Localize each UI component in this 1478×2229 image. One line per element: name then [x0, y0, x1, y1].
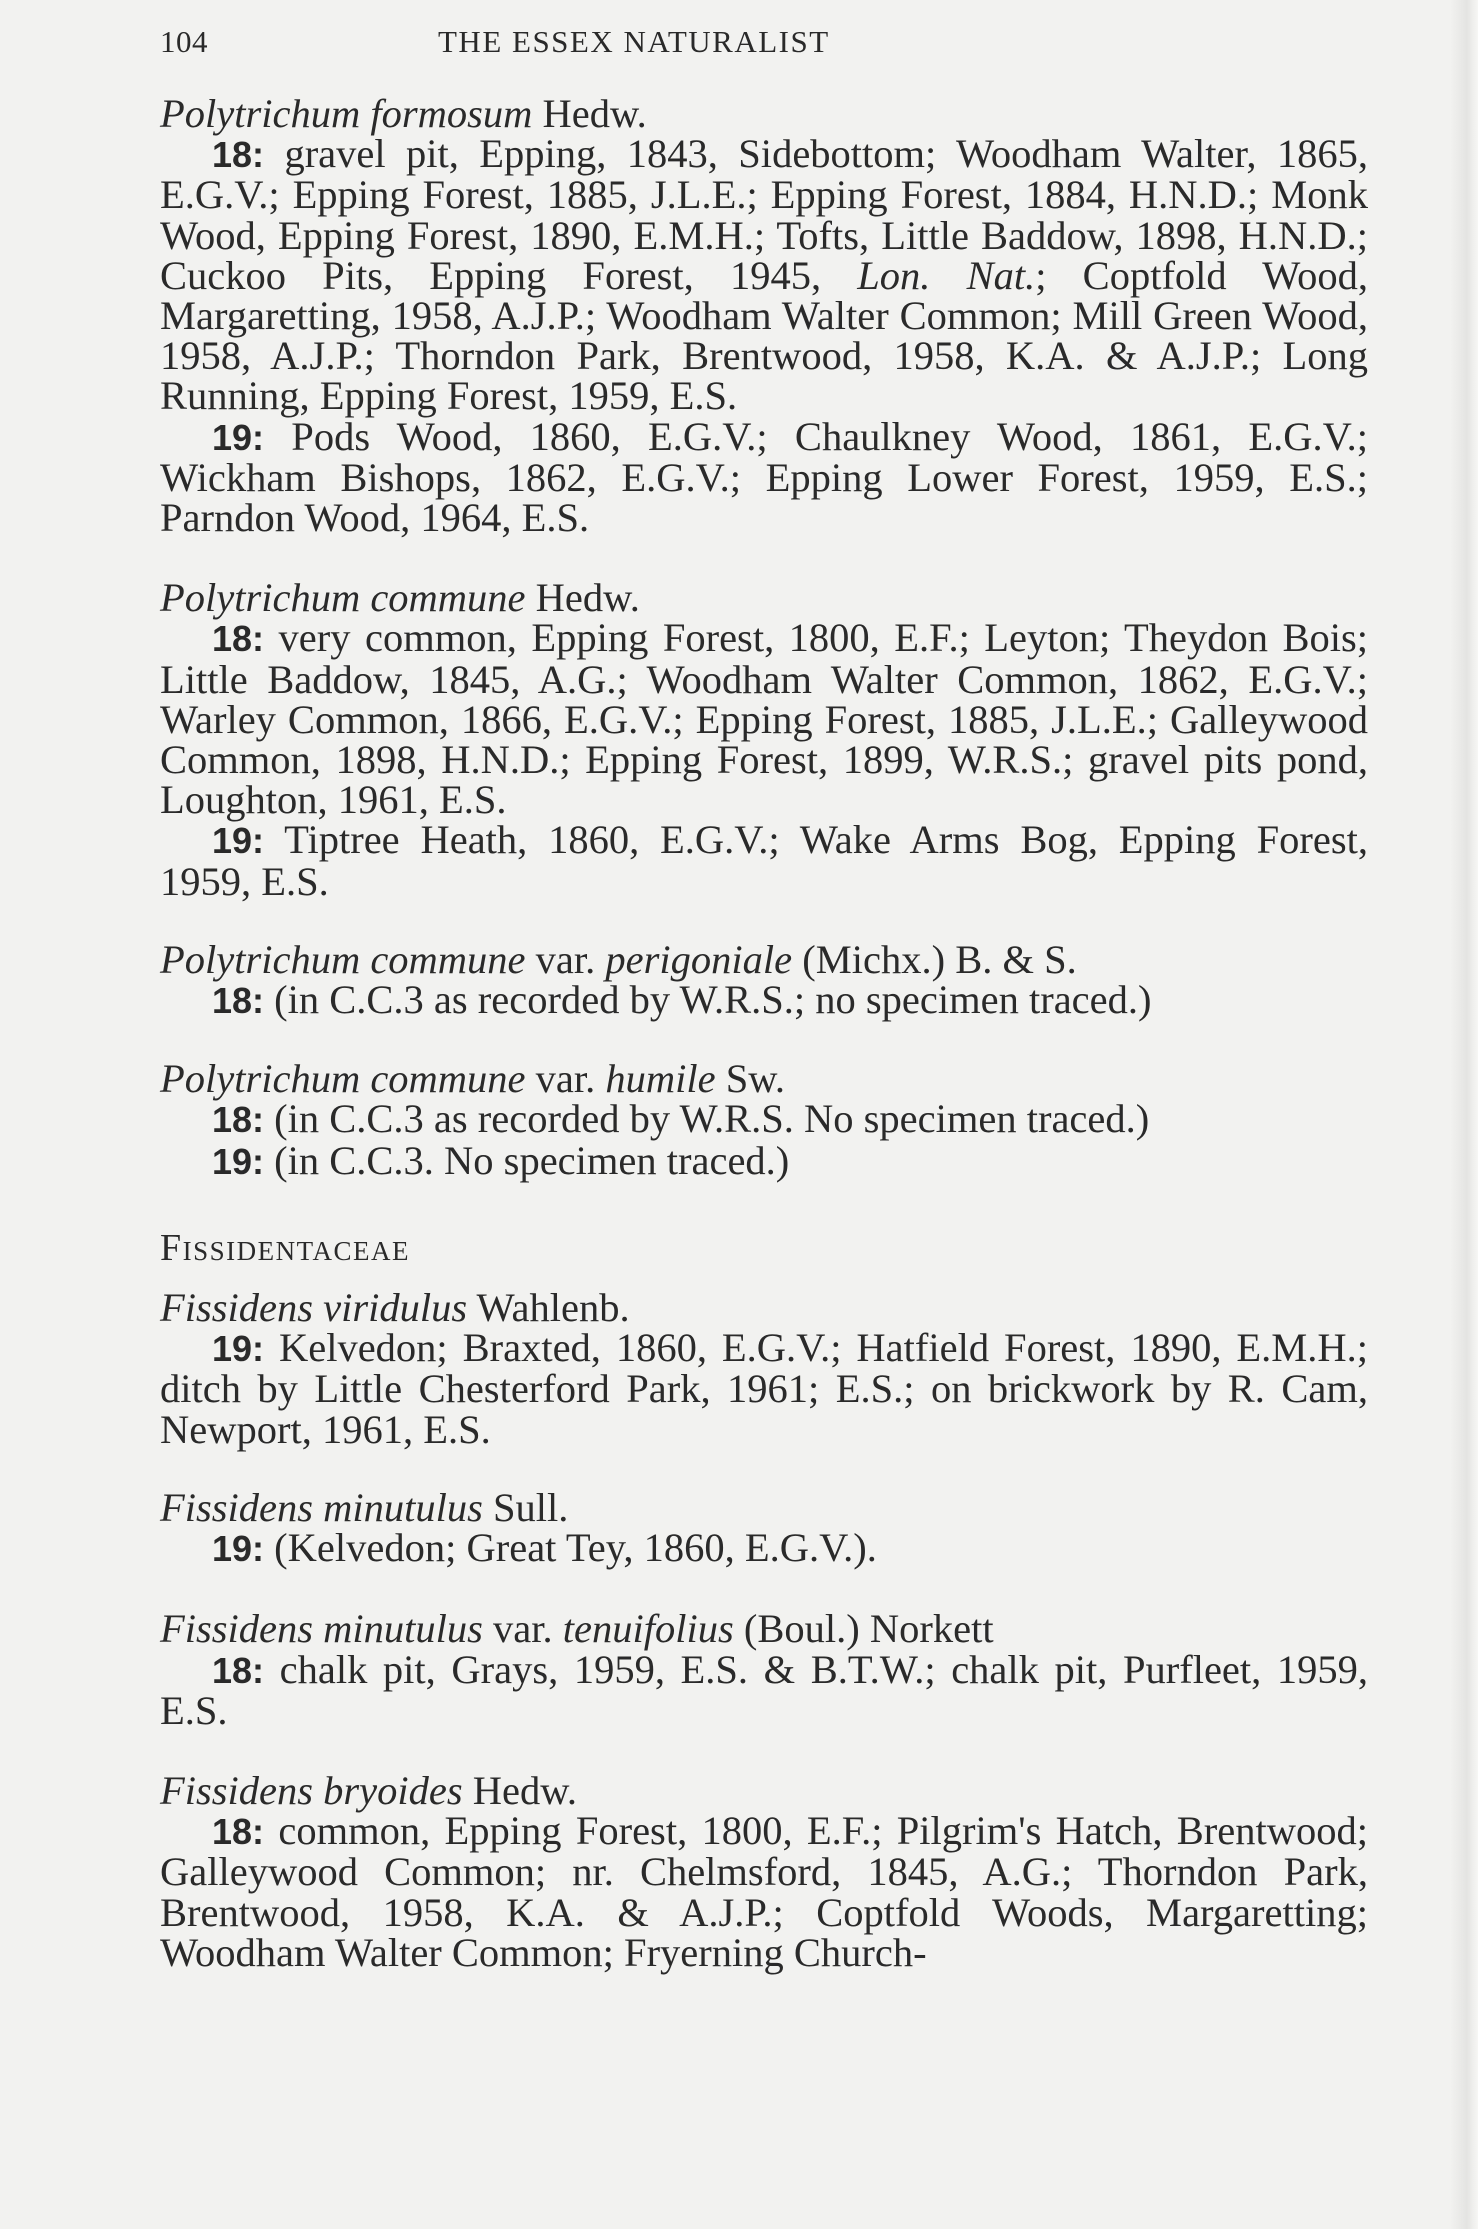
- record-text: common, Epping Forest, 1800, E.F.; Pilgrim's Hatch, Brentwood; Galleywood Common; nr. Chelmsford, 1845, A.G.; Thorndon Park, Brentwood, 1958, K.A. & A.J.P.; Coptfold Woods, Margaretting; Woodham Walter Common; Fryerning Church-: [160, 1808, 1368, 1975]
- variety-name: humile: [605, 1056, 716, 1102]
- vice-county-number: 19: [212, 1528, 253, 1570]
- page-edge-shadow: [1450, 0, 1478, 2229]
- record: 18: (in C.C.3 as recorded by W.R.S. No specimen traced.): [212, 1096, 1150, 1142]
- record: 18: very common, Epping Forest, 1800, E.F.; Leyton; Theydon Bois; Little Baddow, 1845, A.G.; Woodham Walter Common, 1862, E.G.V.; Warley Common, 1866, E.G.V.; Epping Forest, 1885, J.L.E.; Galleywood Common, 1898, H.N.D.; Epping Forest, 1899, W.R.S.; gravel pits pond, Loughton, 1961, E.S.: [160, 615, 1369, 823]
- species-entry: [160, 91, 1369, 541]
- species-entry: [160, 1285, 1368, 1452]
- record: 19: (Kelvedon; Great Tey, 1860, E.G.V.).: [212, 1525, 877, 1571]
- record: 18: common, Epping Forest, 1800, E.F.; Pilgrim's Hatch, Brentwood; Galleywood Common; nr. Chelmsford, 1845, A.G.; Thorndon Park, Brentwood, 1958, K.A. & A.J.P.; Coptfold Woods, Margaretting; Woodham Walter Common; Fryerning Church-: [160, 1808, 1368, 1975]
- authority: (Boul.) Norkett: [743, 1606, 994, 1652]
- record-text: gravel pit, Epping, 1843, Sidebottom; Woodham Walter, 1865, E.G.V.; Epping Forest, 1885, J.L.E.; Epping Forest, 1884, H.N.D.; Monk Wood, Epping Forest, 1890, E.M.H.; Tofts, Little Baddow, 1898, H.N.D.; Cuckoo Pits, Epping Forest, 1945,: [160, 131, 1369, 298]
- latin-name: Polytrichum commune: [160, 575, 526, 621]
- species-entry: [160, 1056, 1368, 1183]
- vice-county-number: 19: [212, 416, 253, 458]
- var-label: var.: [493, 1606, 553, 1652]
- record: 18: chalk pit, Grays, 1959, E.S. & B.T.W.; chalk pit, Purfleet, 1959, E.S.: [160, 1646, 1368, 1733]
- authority: Hedw.: [472, 1767, 577, 1813]
- vice-county-number: 18: [212, 618, 253, 660]
- vice-county-number: 18: [212, 980, 253, 1022]
- vice-county-number: 18: [212, 134, 253, 176]
- family-heading: Fissidentaceae: [160, 1226, 410, 1269]
- record-text: (Kelvedon; Great Tey, 1860, E.G.V.).: [274, 1525, 877, 1571]
- record-italic: Lon. Nat.: [857, 252, 1036, 298]
- species-entry: [160, 1767, 1368, 1975]
- record: 18: gravel pit, Epping, 1843, Sidebottom; Woodham Walter, 1865, E.G.V.; Epping Forest, 1885, J.L.E.; Epping Forest, 1884, H.N.D.; Monk Wood, Epping Forest, 1890, E.M.H.; Tofts, Little Baddow, 1898, H.N.D.; Cuckoo Pits, Epping Forest, 1945, Lon. Nat.; Coptfold Wood, Margaretting, 1958, A.J.P.; Woodham Walter Common; Mill Green Wood, 1958, A.J.P.; Thorndon Park, Brentwood, 1958, K.A. & A.J.P.; Long Running, Epping Forest, 1959, E.S.: [160, 131, 1369, 419]
- latin-name: Fissidens bryoides: [160, 1767, 463, 1813]
- species-entry: [160, 1484, 1368, 1571]
- species-entry: [160, 575, 1369, 904]
- record-text: Tiptree Heath, 1860, E.G.V.; Wake Arms Bog, Epping Forest, 1959, E.S.: [160, 817, 1368, 904]
- vice-county-number: 19: [212, 1328, 253, 1370]
- vice-county-number: 19: [212, 820, 253, 862]
- latin-name: Polytrichum commune: [160, 1056, 526, 1102]
- species-name: [160, 1606, 1368, 1652]
- record-text: very common, Epping Forest, 1800, E.F.; Leyton; Theydon Bois; Little Baddow, 1845, A.G.; Woodham Walter Common, 1862, E.G.V.; Warley Common, 1866, E.G.V.; Epping Forest, 1885, J.L.E.; Galleywood Common, 1898, H.N.D.; Epping Forest, 1899, W.R.S.; gravel pits pond, Loughton, 1961, E.S.: [160, 615, 1369, 823]
- species-name: [160, 1285, 1368, 1331]
- authority: Sw.: [725, 1056, 786, 1102]
- record: 19: (in C.C.3. No specimen traced.): [212, 1137, 790, 1183]
- record: 19: Tiptree Heath, 1860, E.G.V.; Wake Arms Bog, Epping Forest, 1959, E.S.: [160, 817, 1368, 904]
- page-number: 104: [160, 24, 208, 59]
- species-entry: [160, 1606, 1368, 1733]
- latin-name: Fissidens minutulus: [160, 1606, 483, 1652]
- record-text: (in C.C.3. No specimen traced.): [274, 1137, 790, 1183]
- record: 19: Pods Wood, 1860, E.G.V.; Chaulkney Wood, 1861, E.G.V.; Wickham Bishops, 1862, E.G.V.; Epping Lower Forest, 1959, E.S.; Parndon Wood, 1964, E.S.: [160, 413, 1369, 541]
- species-name: [160, 1056, 1368, 1102]
- authority: Wahlenb.: [476, 1285, 630, 1331]
- species-name: [160, 91, 1368, 136]
- authority: Hedw.: [542, 91, 647, 136]
- record: 18: (in C.C.3 as recorded by W.R.S.; no specimen traced.): [212, 977, 1152, 1023]
- var-label: var.: [535, 936, 596, 982]
- record-text: chalk pit, Grays, 1959, E.S. & B.T.W.; chalk pit, Purfleet, 1959, E.S.: [160, 1646, 1368, 1733]
- authority: Sull.: [493, 1484, 569, 1530]
- record-text: Pods Wood, 1860, E.G.V.; Chaulkney Wood, 1861, E.G.V.; Wickham Bishops, 1862, E.G.V.; Epping Lower Forest, 1959, E.S.; Parndon Wood, 1964, E.S.: [160, 413, 1369, 541]
- record-text-after: ; Coptfold Wood, Margaretting, 1958, A.J.P.; Woodham Walter Common; Mill Green Wood, 1958, A.J.P.; Thorndon Park, Brentwood, 1958, K.A. & A.J.P.; Long Running, Epping Forest, 1959, E.S.: [160, 252, 1368, 419]
- authority: (Michx.) B. & S.: [802, 936, 1077, 982]
- vice-county-number: 19: [212, 1140, 253, 1182]
- vice-county-number: 18: [212, 1099, 253, 1141]
- record: 19: Kelvedon; Braxted, 1860, E.G.V.; Hatfield Forest, 1890, E.M.H.; ditch by Little Chesterford Park, 1961; E.S.; on brickwork by R. Cam, Newport, 1961, E.S.: [160, 1325, 1368, 1452]
- species-name: [160, 936, 1368, 982]
- var-label: var.: [535, 1056, 596, 1102]
- page-header: [160, 22, 1368, 62]
- record-text: (in C.C.3 as recorded by W.R.S. No specimen traced.): [274, 1096, 1150, 1142]
- authority: Hedw.: [535, 575, 640, 621]
- vice-county-number: 18: [212, 1649, 253, 1691]
- latin-name: Fissidens minutulus: [160, 1484, 483, 1530]
- species-entry: [160, 936, 1368, 1023]
- latin-name: Polytrichum commune: [160, 936, 526, 982]
- record-text: Kelvedon; Braxted, 1860, E.G.V.; Hatfield Forest, 1890, E.M.H.; ditch by Little Chesterford Park, 1961; E.S.; on brickwork by R. Cam, Newport, 1961, E.S.: [160, 1325, 1368, 1452]
- page-text: [160, 22, 1368, 1973]
- variety-name: tenuifolius: [562, 1606, 734, 1652]
- species-name: [160, 575, 1368, 621]
- species-name: [160, 1484, 1368, 1530]
- species-name: [160, 1767, 1368, 1813]
- latin-name: Fissidens viridulus: [160, 1285, 468, 1331]
- variety-name: perigoniale: [605, 936, 793, 982]
- latin-name: Polytrichum formosum: [160, 91, 533, 136]
- record-text: (in C.C.3 as recorded by W.R.S.; no specimen traced.): [274, 977, 1152, 1023]
- running-head: THE ESSEX NATURALIST: [438, 24, 830, 59]
- vice-county-number: 18: [212, 1811, 253, 1853]
